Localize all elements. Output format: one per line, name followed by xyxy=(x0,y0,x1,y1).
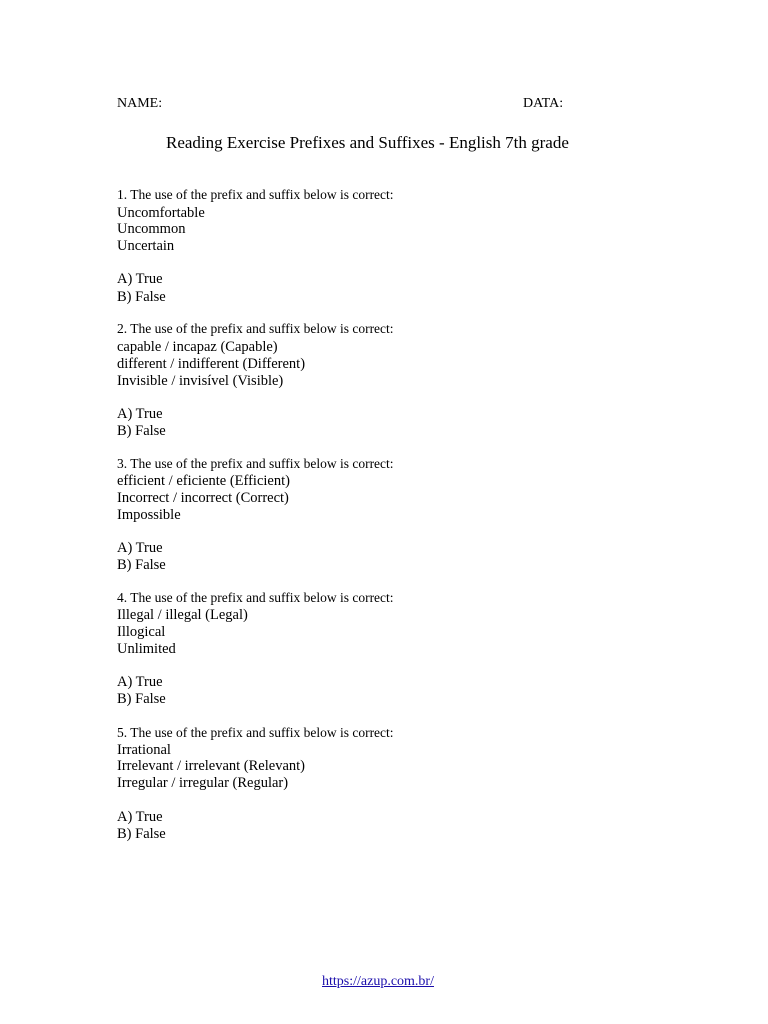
question-2-item-3: Invisible / invisível (Visible) xyxy=(117,373,284,389)
question-5-item-2: Irrelevant / irrelevant (Relevant) xyxy=(117,758,305,774)
question-2-prompt: 2. The use of the prefix and suffix below is correct: xyxy=(117,321,394,336)
footer-link[interactable]: https://azup.com.br/ xyxy=(322,974,434,989)
question-5-prompt: 5. The use of the prefix and suffix below is correct: xyxy=(117,725,394,740)
question-3-item-2: Incorrect / incorrect (Correct) xyxy=(117,490,289,506)
question-4-item-1: Illegal / illegal (Legal) xyxy=(117,607,248,623)
question-1-option-b: B) False xyxy=(117,289,166,305)
question-1-item-2: Uncommon xyxy=(117,221,186,237)
name-label: NAME: xyxy=(117,96,163,111)
question-1-item-3: Uncertain xyxy=(117,238,175,254)
page-title: Reading Exercise Prefixes and Suffixes - English 7th grade xyxy=(166,133,569,152)
question-4-option-b: B) False xyxy=(117,691,166,707)
question-4-item-2: Illogical xyxy=(117,624,166,640)
question-4-item-3: Unlimited xyxy=(117,641,176,657)
question-1-option-a: A) True xyxy=(117,271,163,287)
question-2-item-1: capable / incapaz (Capable) xyxy=(117,339,278,355)
question-5-item-3: Irregular / irregular (Regular) xyxy=(117,775,289,791)
question-4-option-a: A) True xyxy=(117,674,163,690)
question-3-prompt: 3. The use of the prefix and suffix below is correct: xyxy=(117,456,394,471)
question-5-option-a: A) True xyxy=(117,809,163,825)
question-5-item-1: Irrational xyxy=(117,742,171,758)
question-5-option-b: B) False xyxy=(117,826,166,842)
date-label: DATA: xyxy=(523,96,564,111)
question-3-item-3: Impossible xyxy=(117,507,181,523)
question-3-item-1: efficient / eficiente (Efficient) xyxy=(117,473,290,489)
question-1-prompt: 1. The use of the prefix and suffix below is correct: xyxy=(117,187,394,202)
question-3-option-b: B) False xyxy=(117,557,166,573)
question-2-option-a: A) True xyxy=(117,406,163,422)
question-3-option-a: A) True xyxy=(117,540,163,556)
question-2-option-b: B) False xyxy=(117,423,166,439)
question-1-item-1: Uncomfortable xyxy=(117,205,205,221)
question-2-item-2: different / indifferent (Different) xyxy=(117,356,306,372)
question-4-prompt: 4. The use of the prefix and suffix below is correct: xyxy=(117,590,394,605)
